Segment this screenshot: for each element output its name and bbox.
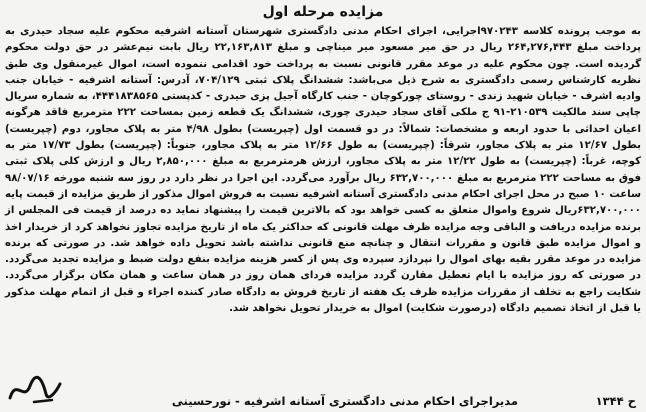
notice-title: مزایده مرحله اول [262, 4, 384, 20]
notice-body [5, 24, 641, 317]
handwritten-mark-icon [4, 372, 64, 408]
signer-line: مدیراجرای احکام مدنی دادگستری آستانه اشرفیه - نورحسینی [171, 394, 518, 408]
notice-number: ح ۱۳۴۴ [595, 394, 636, 408]
notice-paragraph: به موجب پرونده کلاسه ۹۷۰۲۴۳اجرایی، اجرای احکام مدنی دادگستری شهرستان آستانه اشرفیه محکوم علیه سجاد حیدری به پرداخت مبلغ ۲۶۴,۲۷۶,۴۴۳ ریال در حق میر مسعود میر میناچی و مبلغ ۲۲,۱۶۳,۸۱۳ ریال بابت نیم‌عشر در حق دولت محکوم گردیده است. چون محکوم علیه در موعد مقرر قانونی نسبت به پرداخت خود اقدامی ننموده است، اموال غیرمنقول وی طبق نظریه کارشناس رسمی دادگستری به شرح ذیل می‌باشد: ششدانگ پلاک ثبتی ۷۰۴/۱۲۹، آدرس: آستانه اشرفیه - خیابان جنب وادیه اشرف - خیابان شهید زندی - روستای چورکوچان - جنب کارگاه آجیل پزی حیدری - کدپستی ۴۴۴۱۸۳۸۵۶۵، به شماره سریال چاپی سند مالکیت ۲۱۰۵۳۹-۹۱ ج ملکی آقای سجاد حیدری چوری، ششدانگ یک قطعه زمین بمساحت ۲۲۲ مترمربع فاقد هرگونه اعیان احداثی با حدود اربعه و مشخصات: شمالاً: در دو قسمت اول (چپریست) بطول ۴/۹۸ متر به پلاک مجاور، دوم (چپریست) بطول ۱۲/۶۷ متر به پلاک مجاور، شرقاً: (چپریست) به طول ۱۲/۶۶ متر به پلاک مجاور، جنوباً: (چپریست) بطول ۱۷/۷۳ متر به کوچه، غرباً: (چپریست) به طول ۱۲/۲۲ متر به پلاک مجاور، ارزش هرمترمربع به مبلغ ۲,۸۵۰,۰۰۰ ریال و ارزش کلی پلاک ثبتی فوق به مساحت ۲۲۲ مترمربع به مبلغ ۶۳۲,۷۰۰,۰۰۰ ریال برآورد می‌گردد. این اجرا در نظر دارد در روز سه شنبه مورخه ۹۸/۰۷/۱۶ ساعت ۱۰ صبح در محل اجرای احکام مدنی دادگستری آستانه اشرفیه نسبت به فروش اموال مذکور از طریق مزایده از قیمت پایه ۶۳۲,۷۰۰,۰۰۰ریال شروع واموال متعلق به کسی خواهد بود که بالاترین قیمت را پیشنهاد نماید ده درصد از قیمت فی المجلس از برنده مزایده دریافت و الباقی وجه مزایده ظرف مهلت قانونی که حداکثر یک ماه از تاریخ مزایده تجاوز نخواهد کرد از خریدار اخذ و اموال مزایده طبق قانون و مقررات انتقال و چنانچه منع قانونی نداشته باشد تحویل داده خواهد شد. در صورتی که برنده مزایده در موعد مقرر بقیه بهای اموال را نپردازد سپرده وی پس از کسر هزینه مزایده بنفع دولت ضبط و مزایده تجدید می‌گردد. در صورتی که روز مزایده با ایام تعطیل مقارن گردد مزایده فردای همان روز در همان ساعت و همان مکان برگزار می‌گردد. شکایت راجع به تخلف از مقررات مزایده ظرف یک هفته از تاریخ فروش به دادگاه صادر کننده اجراء و قبل از اتمام مهلت مذکور یا قبل از اتخاذ تصمیم دادگاه (درصورت شکایت) اموال به خریدار تحویل نخواهد شد. [5, 26, 642, 315]
notice-footer [0, 390, 646, 412]
